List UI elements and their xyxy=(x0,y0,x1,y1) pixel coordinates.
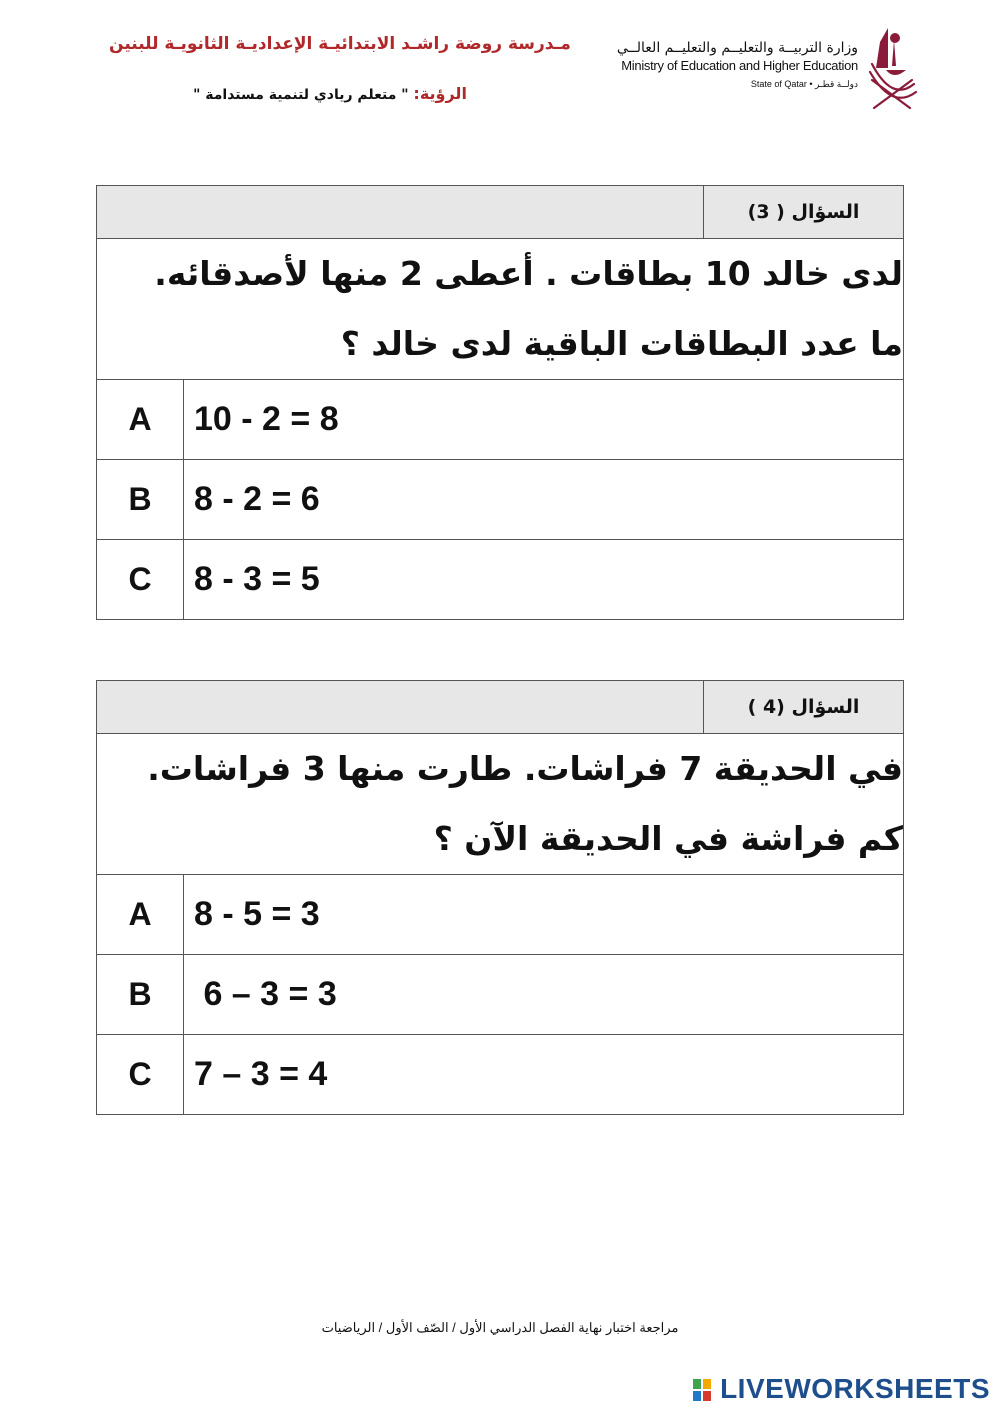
question-line: ما عدد البطاقات الباقية لدى خالد ؟ xyxy=(340,324,903,363)
option-letter: C xyxy=(97,540,184,620)
option-equation[interactable]: 8 - 5 = 3 xyxy=(184,875,904,955)
option-letter: A xyxy=(97,875,184,955)
vision-text: " متعلم ريادي لتنمية مستدامة " xyxy=(193,87,409,103)
question-line: لدى خالد 10 بطاقات . أعطى 2 منها لأصدقائه. xyxy=(154,254,903,293)
question-4-table xyxy=(96,680,904,1115)
option-letter: C xyxy=(97,1035,184,1115)
question-header-blank xyxy=(97,681,704,734)
option-row[interactable] xyxy=(97,1035,904,1115)
question-text xyxy=(97,734,904,875)
option-row[interactable] xyxy=(97,380,904,460)
question-text xyxy=(97,239,904,380)
question-line: في الحديقة 7 فراشات. طارت منها 3 فراشات. xyxy=(147,749,903,788)
option-letter: B xyxy=(97,955,184,1035)
option-equation[interactable]: 7 – 3 = 4 xyxy=(184,1035,904,1115)
option-letter: A xyxy=(97,380,184,460)
option-equation[interactable]: 6 – 3 = 3 xyxy=(184,955,904,1035)
question-3-table xyxy=(96,185,904,620)
option-letter: B xyxy=(97,460,184,540)
question-number-label: السؤال (4 ) xyxy=(704,681,904,734)
school-name: مـدرسة روضة راشـد الابتدائيـة الإعداديـة الثانويـة للبنين xyxy=(109,34,571,54)
question-number-label: السؤال ( 3) xyxy=(704,186,904,239)
school-vision xyxy=(150,84,510,103)
ministry-name-en: Ministry of Education and Higher Education xyxy=(621,58,858,73)
liveworksheets-watermark: LIVEWORKSHEETS xyxy=(720,1373,990,1404)
option-row[interactable] xyxy=(97,460,904,540)
option-row[interactable] xyxy=(97,540,904,620)
page-footer: مراجعة اختبار نهاية الفصل الدراسي الأول / الصّف الأول / الرياضيات xyxy=(321,1320,679,1335)
option-equation[interactable]: 10 - 2 = 8 xyxy=(184,380,904,460)
qatar-emblem-icon xyxy=(862,24,922,112)
state-of-qatar: State of Qatar • دولــة قطـر xyxy=(750,79,858,89)
option-equation[interactable]: 8 - 3 = 5 xyxy=(184,540,904,620)
question-line: كم فراشة في الحديقة الآن ؟ xyxy=(433,819,903,858)
vision-label: الرؤية: xyxy=(413,84,467,103)
question-header-blank xyxy=(97,186,704,239)
ministry-name-ar: وزارة التربيــة والتعليــم والتعليــم العالــي xyxy=(616,40,858,56)
option-row[interactable] xyxy=(97,875,904,955)
option-row[interactable] xyxy=(97,955,904,1035)
ministry-block xyxy=(600,40,858,90)
option-equation[interactable]: 8 - 2 = 6 xyxy=(184,460,904,540)
